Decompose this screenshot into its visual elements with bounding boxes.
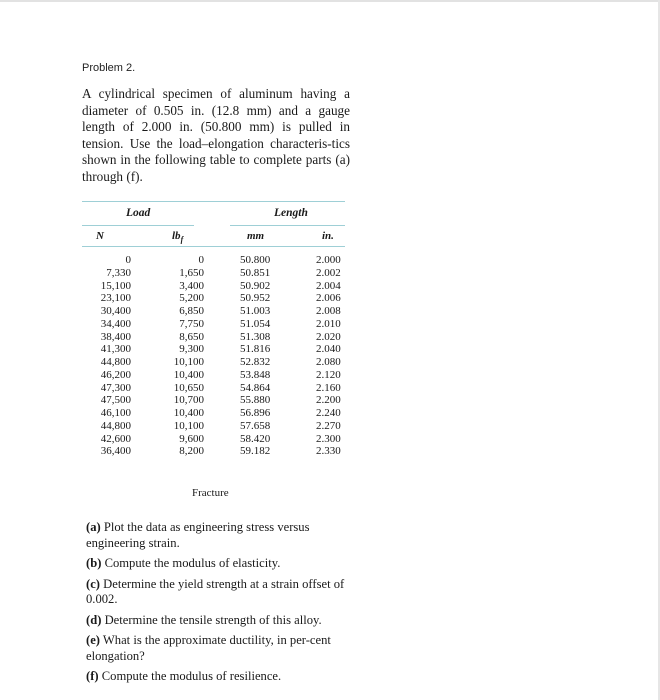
cell-load-n: 47,500 xyxy=(100,394,131,407)
cell-load-lbf: 9,600 xyxy=(179,432,204,445)
cell-length-mm: 51.003 xyxy=(240,305,271,317)
cell-load-lbf: 1,650 xyxy=(179,266,204,279)
cell-load-n: 23,100 xyxy=(100,292,131,305)
problem-label: Problem 2. xyxy=(82,62,136,74)
cell-load-lbf: 7,750 xyxy=(179,317,204,330)
cell-length-mm: 53.848 xyxy=(240,368,271,381)
cell-length-in: 2.200 xyxy=(316,394,341,407)
table-column-header xyxy=(82,224,345,246)
cell-load-lbf: 10,100 xyxy=(173,356,204,368)
question-part xyxy=(86,669,358,685)
question-part-tag: (c) xyxy=(86,576,100,591)
cell-load-n: 7,330 xyxy=(106,266,131,279)
question-part-tag: (b) xyxy=(86,556,102,570)
question-part-text: Compute the modulus of elasticity. xyxy=(104,556,281,570)
question-part xyxy=(86,613,358,629)
cell-load-lbf: 6,850 xyxy=(179,305,204,317)
cell-load-lbf: 10,700 xyxy=(173,394,204,407)
question-parts xyxy=(86,520,358,690)
cell-load-n: 47,300 xyxy=(100,381,131,394)
table-row xyxy=(82,280,345,293)
fracture-label: Fracture xyxy=(192,487,229,499)
question-part-tag: (e) xyxy=(86,633,100,647)
cell-length-mm: 51.816 xyxy=(240,343,271,356)
table-row xyxy=(82,369,345,382)
cell-load-lbf: 10,400 xyxy=(173,407,204,419)
cell-load-lbf: 8,200 xyxy=(179,445,204,458)
cell-length-mm: 50.952 xyxy=(240,292,271,305)
table-row xyxy=(82,331,345,344)
cell-load-n: 41,300 xyxy=(100,343,131,356)
cell-load-lbf: 9,300 xyxy=(179,343,204,356)
col-header-lbf: $lb_f$ xyxy=(172,230,184,245)
table-body xyxy=(82,247,345,458)
table-row xyxy=(82,420,345,433)
table-row xyxy=(82,445,345,458)
cell-length-mm: 50.851 xyxy=(240,266,271,279)
table-row xyxy=(82,382,345,395)
cell-length-mm: 59.182 xyxy=(240,445,271,458)
cell-load-lbf: 10,400 xyxy=(173,368,204,381)
load-elongation-table xyxy=(82,201,345,499)
question-part-text: What is the approximate ductility, in per-cent elongation? xyxy=(86,633,331,663)
cell-load-n: 34,400 xyxy=(100,317,131,330)
cell-length-mm: 54.864 xyxy=(240,381,271,394)
cell-length-mm: 56.896 xyxy=(240,407,271,419)
cell-load-n: 44,800 xyxy=(100,356,131,368)
cell-load-lbf: 0 xyxy=(198,254,204,266)
problem-statement: A cylindrical specimen of aluminum having a diameter of 0.505 in. (12.8 mm) and a gauge length of 2.000 in. (50.800 mm) is pulled in tension. Use the load–elongation characteris-tics shown in the following table to complete parts (a) through (f). xyxy=(82,86,350,184)
cell-length-in: 2.080 xyxy=(316,356,341,368)
cell-length-in: 2.002 xyxy=(316,266,341,279)
group-load-label: Load xyxy=(126,207,151,219)
table-group-header xyxy=(82,202,345,224)
cell-load-lbf: 5,200 xyxy=(179,292,204,305)
cell-length-in: 2.300 xyxy=(316,432,341,445)
cell-length-in: 2.000 xyxy=(316,254,341,266)
cell-load-n: 36,400 xyxy=(100,445,131,458)
cell-length-in: 2.160 xyxy=(316,381,341,394)
cell-length-mm: 52.832 xyxy=(240,356,271,368)
cell-length-in: 2.004 xyxy=(316,279,341,292)
question-part xyxy=(86,556,358,572)
question-part xyxy=(86,577,358,608)
table-row xyxy=(82,305,345,318)
question-part-text: Compute the modulus of resilience. xyxy=(101,669,282,683)
cell-length-in: 2.020 xyxy=(316,330,341,343)
col-header-n: N xyxy=(96,230,104,242)
cell-load-n: 0 xyxy=(125,254,131,266)
cell-length-mm: 50.902 xyxy=(240,279,271,292)
page-border-top xyxy=(0,0,660,2)
cell-load-n: 42,600 xyxy=(100,432,131,445)
table-row xyxy=(82,356,345,369)
cell-length-in: 2.010 xyxy=(316,317,341,330)
table-row xyxy=(82,433,345,446)
col-header-mm: mm xyxy=(247,230,265,242)
question-part xyxy=(86,520,358,551)
cell-load-lbf: 8,650 xyxy=(179,330,204,343)
col-header-in: in. xyxy=(322,230,334,242)
table-row xyxy=(82,318,345,331)
cell-length-mm: 57.658 xyxy=(240,419,271,432)
question-part-tag: (f) xyxy=(86,669,99,683)
cell-load-lbf: 10,650 xyxy=(173,381,204,394)
cell-load-n: 46,200 xyxy=(100,368,131,381)
question-part-text: Determine the tensile strength of this alloy. xyxy=(104,612,322,627)
question-part xyxy=(86,633,358,664)
cell-length-in: 2.240 xyxy=(316,407,341,419)
cell-load-n: 46,100 xyxy=(100,407,131,419)
cell-load-n: 38,400 xyxy=(100,330,131,343)
cell-load-lbf: 10,100 xyxy=(173,419,204,432)
table-row xyxy=(82,343,345,356)
cell-length-mm: 50.800 xyxy=(240,254,271,266)
table-row xyxy=(82,254,345,267)
cell-length-mm: 55.880 xyxy=(240,394,271,407)
question-part-text: Determine the yield strength at a strain offset of 0.002. xyxy=(86,576,345,606)
cell-length-in: 2.120 xyxy=(316,368,341,381)
cell-load-n: 30,400 xyxy=(100,305,131,317)
question-part-tag: (d) xyxy=(86,612,102,627)
cell-load-n: 44,800 xyxy=(100,419,131,432)
cell-length-in: 2.270 xyxy=(316,419,341,432)
cell-load-lbf: 3,400 xyxy=(179,279,204,292)
question-part-tag: (a) xyxy=(86,520,101,534)
table-row xyxy=(82,292,345,305)
cell-length-in: 2.040 xyxy=(316,343,341,356)
cell-length-in: 2.330 xyxy=(316,445,341,458)
table-row xyxy=(82,394,345,407)
cell-length-in: 2.006 xyxy=(316,292,341,305)
table-row xyxy=(82,267,345,280)
group-length-label: Length xyxy=(274,207,308,219)
cell-length-mm: 51.308 xyxy=(240,330,271,343)
cell-length-in: 2.008 xyxy=(316,305,341,317)
cell-length-mm: 58.420 xyxy=(240,432,271,445)
cell-length-mm: 51.054 xyxy=(240,317,271,330)
question-part-text: Plot the data as engineering stress versus engineering strain. xyxy=(86,520,310,550)
table-row xyxy=(82,407,345,420)
cell-load-n: 15,100 xyxy=(100,279,131,292)
